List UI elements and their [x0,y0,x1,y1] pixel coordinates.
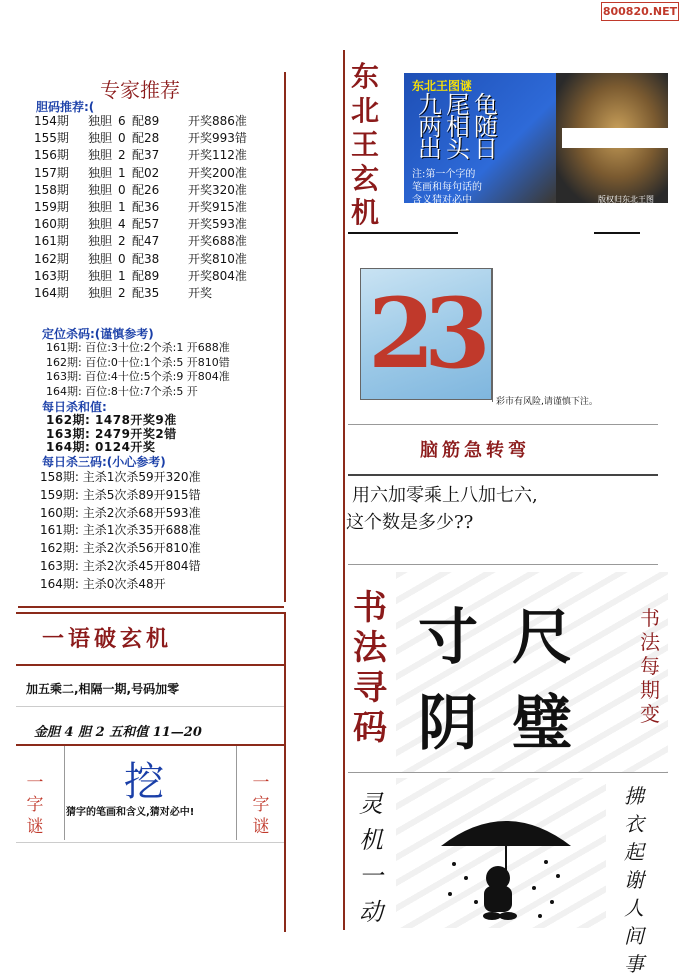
lingji-caption-char: 起 [624,840,644,864]
zimi-note: 猜字的笔画和含义,猜对必中! [66,807,195,818]
shufa-side-char: 每 [640,654,660,678]
map-digit-2: 3 [424,277,491,390]
dan-dan: 1 [118,268,126,283]
hezhi-list [46,411,284,452]
dan-row [34,250,284,267]
dan-issue: 155期 [34,131,69,146]
dan-result: 开奖810准 [188,251,247,266]
dan-issue: 164期 [34,285,69,300]
dan-row [34,215,284,232]
risk-warning: 彩市有风险,请谨慎下注。 [496,397,598,407]
dan-issue: 159期 [34,199,69,214]
dan-section-title: 胆码推荐:( [36,100,95,114]
dan-type: 独胆 [88,131,113,146]
left-column-border [284,72,286,602]
map-digit-1: 2 [368,277,435,390]
dan-issue: 163期 [34,268,69,283]
dan-pei: 配38 [132,251,160,266]
dan-pei: 配35 [132,285,160,300]
dan-result: 开奖804准 [188,268,247,283]
dan-dan: 1 [118,199,126,214]
dan-row [34,284,284,301]
kill3-row: 160期: 主杀2次杀68开593准 [40,505,201,520]
divider [16,842,284,843]
dan-row [34,181,284,198]
xuanji-label [348,60,382,230]
shufa-side-char: 书 [640,606,660,630]
dan-result: 开奖112准 [188,148,247,163]
dan-row [34,129,284,146]
calligraphy-char-4: 璧 [512,689,572,759]
divider [64,746,65,840]
dan-issue: 156期 [34,148,69,163]
shufa-side-char: 法 [640,630,660,654]
hezhi-row: 162期: 1478开奖9准 [46,413,177,427]
divider [236,746,237,840]
dan-row [34,267,284,284]
dan-type: 独胆 [88,165,113,180]
lingji-caption-char: 人 [624,896,644,920]
dan-dan: 2 [118,285,126,300]
photo-note-line: 笔画和每句话的 [412,182,482,193]
dan-dan: 0 [118,131,126,146]
dan-issue: 161期 [34,234,69,249]
dan-dan: 1 [118,165,126,180]
dan-pei: 配89 [132,114,160,128]
divider [348,474,658,476]
kill3-row: 162期: 主杀2次杀56开810准 [40,541,201,556]
dan-result: 开奖593准 [188,217,247,232]
photo-lines [418,91,502,163]
xuanji-label-char: 北 [350,94,379,127]
position-row: 161期: 百位:3十位:2个杀:1 开688准 [46,341,230,354]
lingji-caption-char: 谢 [624,868,644,892]
kill3-row: 164期: 主杀0次杀48开 [40,576,166,591]
position-row: 163期: 百位:4十位:5个杀:9 开804准 [46,370,230,383]
umbrella-figure [436,806,576,926]
dan-pei: 配37 [132,148,160,163]
xuanji-label-char: 玄 [350,162,379,195]
dan-row [34,164,284,181]
dan-issue: 154期 [34,114,69,128]
divider [16,664,284,666]
divider [348,564,658,565]
expert-title: 专家推荐 [100,78,180,102]
dan-issue: 158期 [34,182,69,197]
zimi-left-char: 谜 [26,817,44,837]
zimi-left-label [24,772,46,838]
lingji-label [356,786,386,930]
lingji-label-char: 一 [359,862,383,890]
dan-pei: 配26 [132,182,160,197]
calligraphy-char-1: 寸 [418,603,478,673]
photo-note-line: 含义猜对必中 [412,195,472,206]
brain-title: 脑筋急转弯 [420,440,530,461]
shufa-label-char: 书 [353,588,387,628]
dan-result: 开奖886准 [188,114,247,128]
divider [348,232,458,234]
photo-line: 两相随 [418,113,502,141]
dan-pei: 配36 [132,199,160,214]
xuanji-label-char: 机 [350,196,379,229]
shufa-label-char: 码 [353,708,387,748]
dan-dan: 2 [118,234,126,249]
lingji-label-char: 机 [359,826,383,854]
divider [594,232,640,234]
xuanji-label-char: 王 [350,128,379,161]
dan-pei: 配47 [132,234,160,249]
kill3-row: 159期: 主杀5次杀89开915错 [40,487,201,502]
position-section-title: 定位杀码:(谨慎参考) [42,327,154,341]
left-column-border [284,612,286,932]
hezhi-section-title: 每日杀和值: [42,400,107,414]
shufa-label-char: 法 [353,628,387,668]
photo-line: 九尾龟 [418,91,502,119]
shufa-label-char: 寻 [353,668,387,708]
lingji-label-char: 灵 [359,790,383,818]
lingji-caption-char: 衣 [624,812,644,836]
hezhi-row: 164期: 0124开奖 [46,440,156,454]
lingji-caption-char: 拂 [624,784,644,808]
shufa-side-char: 变 [640,702,660,726]
brain-question-line2: 这个数是多少?? [346,512,474,533]
lingji-caption-char: 间 [624,924,644,948]
photo-line: 出头日 [418,135,502,163]
calligraphy-char-2: 尺 [512,603,572,673]
xuanji-label-char: 东 [350,60,379,93]
dan-table [34,112,284,301]
divider [348,424,658,425]
shufa-side-label [638,606,662,726]
dan-row [34,232,284,249]
dan-type: 独胆 [88,268,113,283]
position-row: 162期: 百位:0十位:1个杀:5 开810错 [46,355,230,369]
lingji-caption [620,782,648,978]
lingji-caption-char: 事 [624,952,644,976]
dan-pei: 配57 [132,217,160,232]
dan-pei: 配28 [132,131,160,146]
dan-issue: 160期 [34,217,69,232]
dan-pei: 配89 [132,268,160,283]
yiyu-banner: 一语破玄机 [42,626,173,652]
hezhi-row: 163期: 2479开奖2错 [46,426,177,441]
photo-mask [562,128,668,148]
zimi-character: 挖 [124,759,164,805]
divider [348,772,668,773]
kill3-list [40,468,284,593]
kill3-row: 158期: 主杀1次杀59开320准 [40,470,201,484]
dan-row [34,146,284,163]
dan-type: 独胆 [88,217,113,232]
gold-dan: 金胆 4 胆 2 五和值 11—20 [34,725,202,740]
dan-row [34,198,284,215]
zimi-right-label [250,772,272,838]
photo-copyright: 版权归东北王图 [598,195,654,204]
right-column-border [343,50,345,930]
dan-dan: 0 [118,182,126,197]
dan-type: 独胆 [88,251,113,266]
dan-result: 开奖993错 [188,131,247,146]
dan-type: 独胆 [88,285,113,300]
site-badge[interactable]: 800820.NET [601,2,679,21]
divider [492,268,493,402]
kill3-section-title: 每日杀三码:(小心参考) [42,455,166,469]
lingji-label-char: 动 [359,898,383,926]
zimi-right-char: 字 [252,795,270,815]
divider [16,744,284,746]
dan-pei: 配02 [132,165,160,180]
dan-type: 独胆 [88,199,113,214]
dan-result: 开奖915准 [188,199,247,214]
position-list [46,339,284,397]
kill3-row: 161期: 主杀1次杀35开688准 [40,523,201,538]
zimi-left-char: 一 [26,773,44,793]
dan-dan: 0 [118,251,126,266]
position-row: 164期: 百位:8十位:7个杀:5 开 [46,384,198,398]
zimi-right-char: 谜 [252,817,270,837]
dan-type: 独胆 [88,148,113,163]
zimi-left-char: 字 [26,795,44,815]
dan-row [34,112,284,129]
zimi-right-char: 一 [252,773,270,793]
photo-note [412,168,482,207]
photo-note-line: 注:第一个字的 [412,169,476,180]
divider [18,606,284,608]
dan-dan: 4 [118,217,126,232]
brain-question-line1: 用六加零乘上八加七六, [352,485,538,506]
dan-dan: 6 [118,114,126,128]
dan-type: 独胆 [88,234,113,249]
dan-issue: 157期 [34,165,69,180]
calligraphy-char-3: 阴 [418,689,478,759]
dan-dan: 2 [118,148,126,163]
shufa-label [348,588,392,748]
dan-issue: 162期 [34,251,69,266]
kill3-row: 163期: 主杀2次杀45开804错 [40,558,201,573]
dan-result: 开奖 [188,285,213,300]
dan-result: 开奖200准 [188,165,247,180]
shufa-side-char: 期 [640,678,660,702]
yiyu-clue: 加五乘二,相隔一期,号码加零 [26,682,180,696]
dan-result: 开奖688准 [188,234,247,249]
dan-result: 开奖320准 [188,182,247,197]
dan-type: 独胆 [88,182,113,197]
divider [16,706,284,707]
dan-type: 独胆 [88,114,113,128]
photo-title: 东北王图谜 [412,79,473,93]
